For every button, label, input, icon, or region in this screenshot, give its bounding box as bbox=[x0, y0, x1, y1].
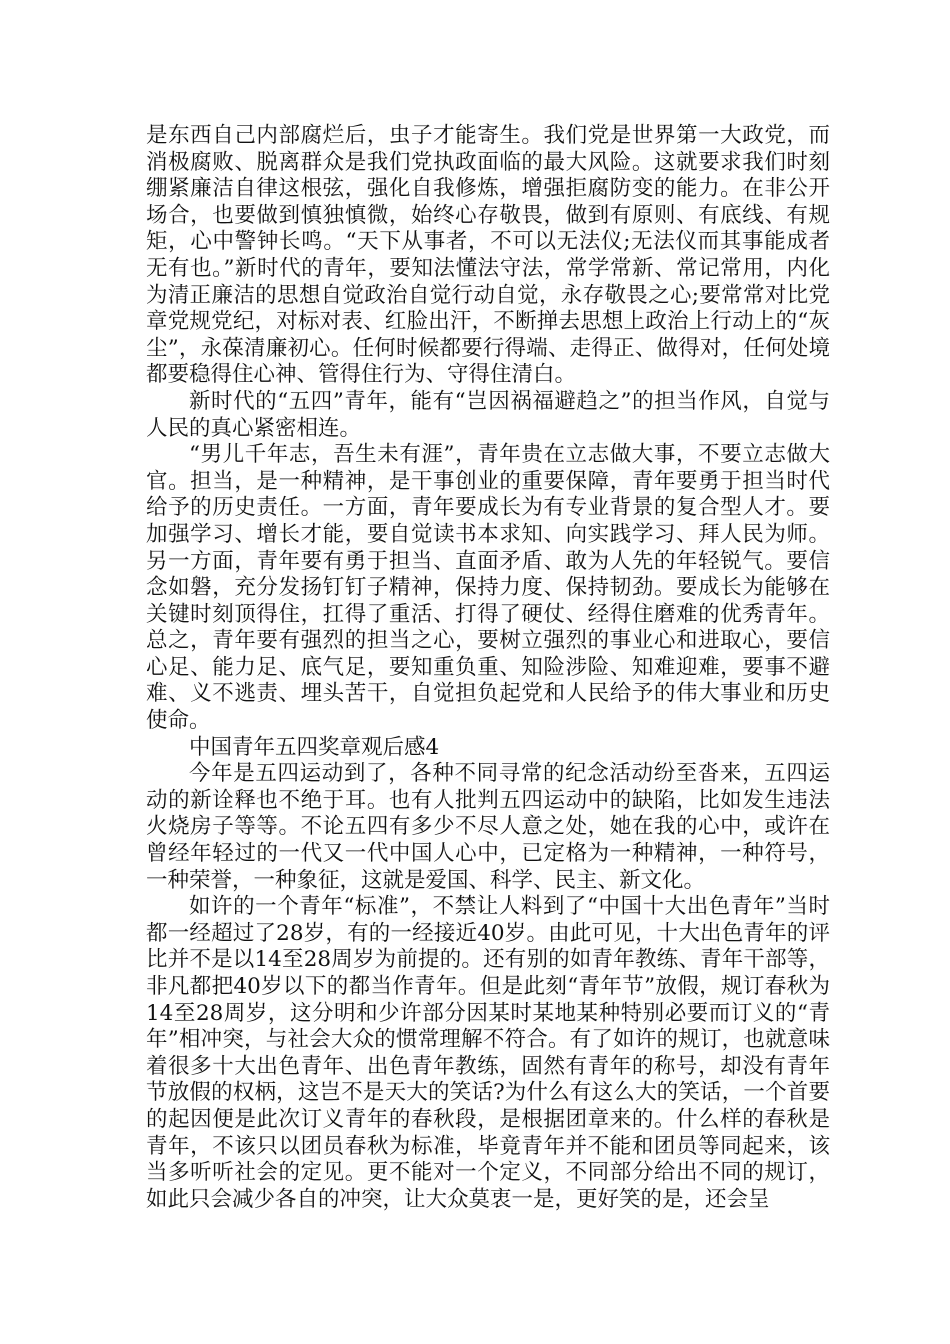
section-heading: 中国青年五四奖章观后感4 bbox=[189, 734, 440, 760]
document-body bbox=[146, 123, 830, 1213]
paragraph-1: 是东西自己内部腐烂后，虫子才能寄生。我们党是世界第一大政党，而消极腐败、脱离群众是我们党执政面临的最大风险。这就要求我们时刻绷紧廉洁自律这根弦，强化自我修炼，增强拒腐防变的能力。在非公开场合，也要做到慎独慎微，始终心存敬畏，做到有原则、有底线、有规矩，心中警钟长鸣。“天下从事者，不可以无法仪;无法仪而其事能成者无有也。”新时代的青年，要知法懂法守法，常学常新、常记常用，内化为清正廉洁的思想自觉政治自觉行动自觉，永存敬畏之心;要常常对比党章党规党纪，对标对表、红脸出汗，不断掸去思想上政治上行动上的“灰尘”，永葆清廉初心。任何时候都要行得端、走得正、做得对，任何处境都要稳得住心神、管得住行为、守得住清白。 bbox=[146, 123, 830, 388]
paragraph-5: 如许的一个青年“标准”，不禁让人料到了“中国十大出色青年”当时都一经超过了28岁，有的一经接近40岁。由此可见，十大出色青年的评比并不是以14至28周岁为前提的。还有别的如青年教练、青年干部等，非凡都把40岁以下的都当作青年。但是此刻“青年节”放假，规订春秋为14至28周岁，这分明和少许部分因某时某地某种特别必要而订义的“青年”相冲突，与社会大众的惯常理解不符合。有了如许的规订，也就意味着很多十大出色青年、出色青年教练，固然有青年的称号，却没有青年节放假的权柄，这岂不是天大的笑话?为什么有这么大的笑话，一个首要的起因便是此次订义青年的春秋段，是根据团章来的。什么样的春秋是青年，不该只以团员春秋为标准，毕竟青年并不能和团员等同起来，该当多听听社会的定见。更不能对一个定义，不同部分给出不同的规订，如此只会减少各自的冲突，让大众莫衷一是，更好笑的是，还会呈 bbox=[146, 894, 830, 1212]
paragraph-4: 今年是五四运动到了，各种不同寻常的纪念活动纷至沓来，五四运动的新诠释也不绝于耳。也有人批判五四运动中的缺陷，比如发生违法火烧房子等等。不论五四有多少不尽人意之处，她在我的心中，或许在曾经年轻过的一代又一代中国人心中，已定格为一种精神，一种符号，一种荣誉，一种象征，这就是爱国、科学、民主、新文化。 bbox=[146, 761, 830, 893]
paragraph-2: 新时代的“五四”青年，能有“岂因祸福避趋之”的担当作风，自觉与人民的真心紧密相连。 bbox=[146, 388, 830, 441]
paragraph-3: “男儿千年志，吾生未有涯”，青年贵在立志做大事，不要立志做大官。担当，是一种精神，是干事创业的重要保障，青年要勇于担当时代给予的历史责任。一方面，青年要成长为有专业背景的复合型人才。要加强学习、增长才能，要自觉读书本求知、向实践学习、拜人民为师。另一方面，青年要有勇于担当、直面矛盾、敢为人先的年轻锐气。要信念如磐，充分发扬钉钉子精神，保持力度、保持韧劲。要成长为能够在关键时刻顶得住，扛得了重活、打得了硬仗、经得住磨难的优秀青年。总之，青年要有强烈的担当之心，要树立强烈的事业心和进取心，要信心足、能力足、底气足，要知重负重、知险涉险、知难迎难，要事不避难、义不逃责、埋头苦干，自觉担负起党和人民给予的伟大事业和历史使命。 bbox=[146, 442, 830, 734]
